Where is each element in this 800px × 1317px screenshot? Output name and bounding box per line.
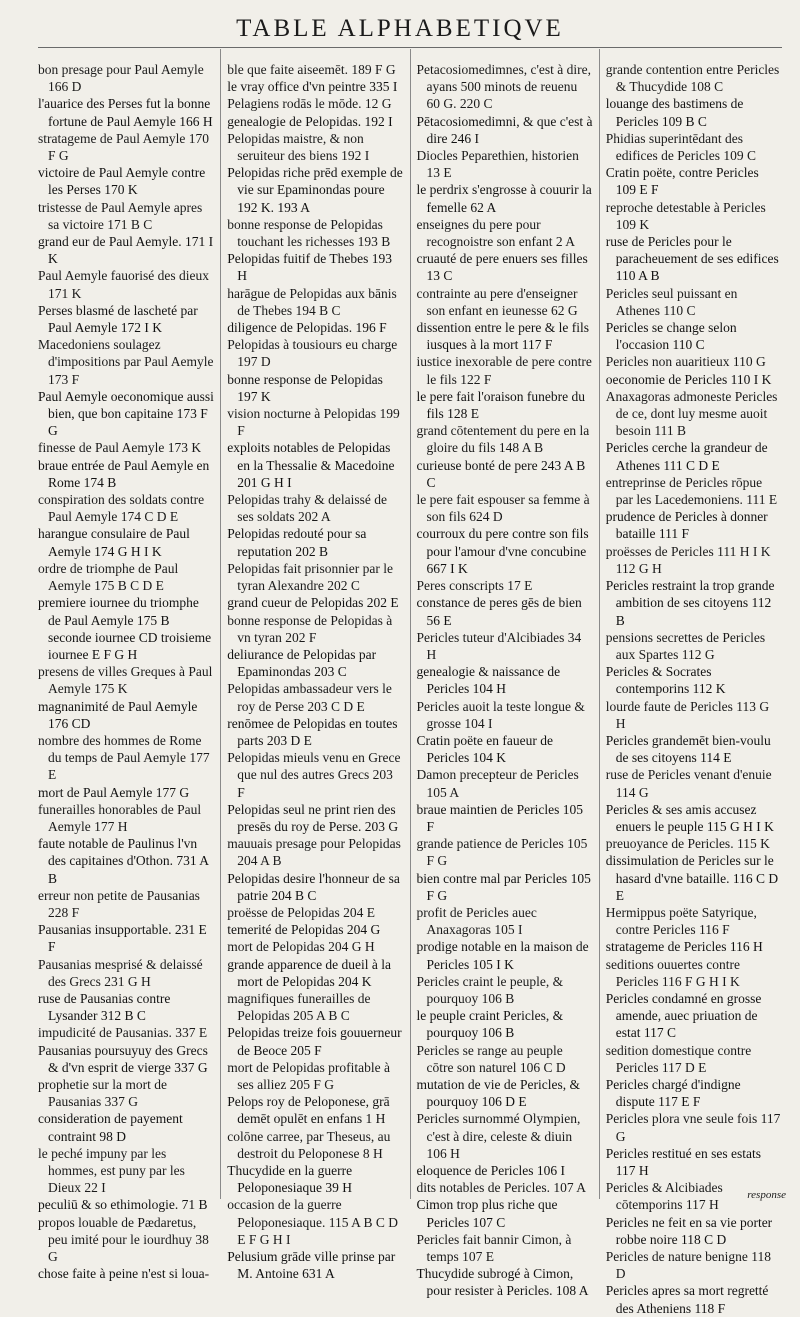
index-entry: stratageme de Paul Aemyle 170 F G (38, 130, 209, 164)
index-entry: ble que faite aiseemēt. 189 F G (227, 62, 396, 77)
index-entry: grande apparence de dueil à la mort de Pelopidas 204 K (227, 956, 392, 989)
index-entry: Pericles auoit la teste longue & grosse 104 I (416, 698, 585, 731)
index-entry: Pelopidas mieuls venu en Grece que nul des autres Grecs 203 F (227, 750, 401, 800)
index-entry: grande patience de Pericles 105 F G (416, 836, 588, 869)
index-entry: prudence de Pericles à donner bataille 111 F (605, 509, 768, 542)
index-entry: impudicité de Pausanias. 337 E (38, 1025, 208, 1041)
index-entry: Phidias superintēdant des edifices de Pericles 109 C (605, 130, 756, 164)
index-entry: Pericles apres sa mort regretté des Atheniens 118 F (605, 1283, 769, 1316)
index-entry: harāgue de Pelopidas aux bānis de Thebes 194 B C (227, 285, 397, 318)
index-entry: temerité de Pelopidas 204 G (227, 922, 381, 938)
index-entry: oeconomie de Pericles 110 I K (605, 371, 772, 387)
index-entry: contrainte au pere d'enseigner son enfant en ieunesse 62 G (416, 285, 578, 318)
index-entry: prodige notable en la maison de Pericles 105 I K (416, 939, 589, 972)
index-entry: proësse de Pelopidas 204 E (227, 904, 375, 920)
index-entry: Thucydide en la guerre Peloponesiaque 39 H (227, 1163, 353, 1196)
index-entry: renōmee de Pelopidas en toutes parts 203 D E (227, 715, 398, 748)
index-entry: harangue consulaire de Paul Aemyle 174 G H I K (38, 526, 190, 559)
header-rule (38, 47, 782, 48)
index-entry: Pericles restitué en ses estats 117 H (605, 1145, 761, 1178)
index-entry: bonne response de Pelopidas touchant les richesses 193 B (227, 216, 391, 250)
index-entry: Pelopidas desire l'honneur de sa patrie 204 B C (227, 870, 400, 903)
index-entry: enseignes du pere pour recognoistre son enfant 2 A (416, 216, 575, 250)
index-entry: presens de villes Greques à Paul Aemyle 175 K (38, 664, 213, 697)
index-entry: dissimulation de Pericles sur le hasard d'vne bataille. 116 C D E (605, 853, 779, 903)
index-entry: mauuais presage pour Pelopidas 204 A B (227, 836, 401, 869)
index-entry: courroux du pere contre son fils pour l'amour d'vne concubine 667 I K (416, 526, 589, 576)
index-entry: grand eur de Paul Aemyle. 171 I K (38, 234, 214, 267)
index-entry: bon presage pour Paul Aemyle 166 D (38, 62, 204, 95)
index-entry: colōne carree, par Theseus, au destroit du Peloponese 8 H (227, 1128, 391, 1161)
index-entry: victoire de Paul Aemyle contre les Perses 170 K (38, 165, 206, 198)
index-entry: Pericles ne feit en sa vie porter robbe noire 118 C D (605, 1214, 773, 1247)
index-entry: premiere iournee du triomphe de Paul Aemyle 175 B seconde iournee CD troisieme iournee E F G H (38, 595, 212, 662)
index-entry: genealogie de Pelopidas. 192 I (227, 113, 393, 129)
index-entry: le vray office d'vn peintre 335 I (227, 79, 398, 95)
index-entry: Pelopidas maistre, & non seruiteur des biens 192 I (227, 130, 370, 164)
index-entry: Pericles craint le peuple, & pourquoy 106 B (416, 973, 564, 1006)
index-entry: Pericles chargé d'indigne dispute 117 E F (605, 1076, 741, 1110)
index-entry: deliurance de Pelopidas par Epaminondas 203 C (227, 646, 377, 680)
index-entry: curieuse bonté de pere 243 A B C (416, 457, 586, 490)
index-entry: nombre des hommes de Rome du temps de Paul Aemyle 177 E (38, 732, 210, 783)
index-entry: ruse de Pausanias contre Lysander 312 B C (38, 990, 171, 1024)
index-entry: mort de Paul Aemyle 177 G (38, 784, 190, 800)
index-entry: magnifiques funerailles de Pelopidas 205 A B C (227, 990, 371, 1024)
index-entry: Pelopidas riche prēd exemple de vie sur Epaminondas poure 192 K. 193 A (227, 165, 403, 215)
index-entry: Hermippus poëte Satyrique, contre Pericles 116 F (605, 904, 757, 938)
index-entry: reproche detestable à Pericles 109 K (605, 199, 766, 232)
index-entry: Pericles cerche la grandeur de Athenes 111 C D E (605, 440, 768, 473)
index-entry: Pericles grandemēt bien-voulu de ses citoyens 114 E (605, 732, 771, 766)
index-entry: sedition domestique contre Pericles 117 D E (605, 1042, 752, 1075)
index-entry: mutation de vie de Pericles, & pourquoy 106 D E (416, 1076, 580, 1110)
running-header: TABLE ALPHABETIQVE (236, 15, 564, 42)
catchword: response (747, 1189, 786, 1201)
index-entry: Diocles Peparethien, historien 13 E (416, 148, 579, 181)
index-column-3 (410, 49, 599, 1299)
index-entry: Pelopidas à tousiours eu charge 197 D (227, 337, 398, 370)
index-entry: Pericles condamné en grosse amende, auec priuation de estat 117 C (605, 990, 762, 1041)
index-entry: Petacosiomedimnes, c'est à dire, ayans 500 minots de reuenu 60 G. 220 C (416, 62, 592, 112)
index-entry: braue entrée de Paul Aemyle en Rome 174 B (38, 457, 210, 490)
index-entry: le pere fait l'oraison funebre du fils 128 E (416, 388, 585, 422)
index-entry: Anaxagoras admoneste Pericles de ce, dont luy mesme auoit besoin 111 B (605, 388, 778, 439)
index-entry: Pericles tuteur d'Alcibiades 34 H (416, 629, 582, 662)
index-entry: Perses blasmé de lascheté par Paul Aemyle 172 I K (38, 302, 198, 336)
index-column-2 (220, 49, 409, 1282)
index-entry: dits notables de Pericles. 107 A (416, 1180, 586, 1196)
index-entry: le pere fait espouser sa femme à son fils 624 D (416, 492, 590, 525)
index-entry: vision nocturne à Pelopidas 199 F (227, 406, 400, 439)
index-entry: occasion de la guerre Peloponesiaque. 115 A B C D E F G H I (227, 1197, 398, 1247)
index-entry: Damon precepteur de Pericles 105 A (416, 767, 579, 800)
index-entry: Pelopidas treize fois gouuerneur de Beoce 205 F (227, 1025, 402, 1058)
index-entry: lourde faute de Pericles 113 G H (605, 698, 770, 731)
index-entry: Pausanias poursuyuy des Grecs & d'vn esprit de vierge 337 G (38, 1042, 208, 1075)
index-entry: Pelopidas seul ne print rien des presēs du roy de Perse. 203 G (227, 801, 399, 834)
index-entry: dissention entre le pere & le fils iusques à la mort 117 F (416, 320, 589, 353)
index-entry: ruse de Pericles venant d'enuie 114 G (605, 767, 772, 800)
index-entry: cruauté de pere enuers ses filles 13 C (416, 251, 588, 284)
index-entry: mort de Pelopidas 204 G H (227, 939, 375, 955)
index-entry: Pelagiens rodās le mōde. 12 G (227, 96, 392, 112)
index-entry: louange des bastimens de Pericles 109 B C (605, 96, 744, 129)
index-entry: Pericles se change selon l'occasion 110 C (605, 320, 737, 353)
index-entry: preuoyance de Pericles. 115 K (605, 836, 770, 852)
index-entry: erreur non petite de Pausanias 228 F (38, 887, 200, 920)
index-entry: le peuple craint Pericles, & pourquoy 106 B (416, 1008, 564, 1041)
index-entry: braue maintien de Pericles 105 F (416, 801, 583, 834)
index-entry: Pericles & ses amis accusez enuers le peuple 115 G H I K (605, 801, 774, 834)
index-entry: bonne response de Pelopidas à vn tyran 202 F (227, 612, 393, 645)
index-entry: stratageme de Pericles 116 H (605, 939, 763, 955)
index-entry: mort de Pelopidas profitable à ses alliez 205 F G (227, 1059, 390, 1092)
index-entry: l'auarice des Perses fut la bonne fortune de Paul Aemyle 166 H (38, 96, 213, 129)
index-columns (38, 49, 788, 1316)
index-entry: faute notable de Paulinus l'vn des capitaines d'Othon. 731 A B (38, 836, 209, 886)
index-entry: Cratin poëte en faueur de Pericles 104 K (416, 732, 553, 766)
index-entry: constance de peres gēs de bien 56 E (416, 595, 582, 628)
index-entry: Pericles fait bannir Cimon, à temps 107 E (416, 1231, 572, 1265)
index-entry: Pericles & Socrates contemporins 112 K (605, 664, 726, 697)
index-entry: Cratin poëte, contre Pericles 109 E F (605, 165, 759, 198)
index-entry: Peres conscripts 17 E (416, 578, 533, 594)
index-entry: diligence de Pelopidas. 196 F (227, 320, 387, 336)
index-entry: propos louable de Pædaretus, peu imité pour le iourdhuy 38 G (38, 1214, 209, 1265)
index-entry: eloquence de Pericles 106 I (416, 1163, 565, 1178)
index-entry: magnanimité de Paul Aemyle 176 CD (38, 698, 198, 731)
index-entry: profit de Pericles auec Anaxagoras 105 I (416, 904, 537, 938)
index-entry: Paul Aemyle fauorisé des dieux 171 K (38, 268, 209, 301)
index-entry: Paul Aemyle oeconomique aussi bien, que bon capitaine 173 F G (38, 388, 214, 439)
index-entry: bonne response de Pelopidas 197 K (227, 371, 383, 404)
index-column-4 (599, 49, 788, 1316)
index-entry: Pelusium grāde ville prinse par M. Antoine 631 A (227, 1249, 396, 1282)
index-entry: seditions ouuertes contre Pericles 116 F G H I K (605, 956, 740, 989)
index-entry: ordre de triomphe de Paul Aemyle 175 B C D E (38, 560, 179, 594)
index-entry: Pelopidas ambassadeur vers le roy de Perse 203 C D E (227, 681, 392, 714)
index-entry: Pericles non auaritieux 110 G (605, 354, 766, 370)
index-entry: iustice inexorable de pere contre le fils 122 F (416, 354, 592, 387)
index-entry: bien contre mal par Pericles 105 F G (416, 870, 591, 903)
index-entry: finesse de Paul Aemyle 173 K (38, 440, 202, 456)
index-entry: grand cueur de Pelopidas 202 E (227, 595, 399, 611)
index-column-1 (38, 49, 220, 1282)
index-entry: Pelops roy de Peloponese, grā demēt opulēt en enfans 1 H (227, 1094, 390, 1127)
index-entry: prophetie sur la mort de Pausanias 337 G (38, 1076, 167, 1110)
index-entry: conspiration des soldats contre Paul Aemyle 174 C D E (38, 492, 205, 525)
index-entry: Pelopidas fuitif de Thebes 193 H (227, 251, 392, 284)
index-entry: Pericles de nature benigne 118 D (605, 1249, 771, 1282)
index-entry: peculiū & so ethimologie. 71 B (38, 1197, 208, 1213)
index-entry: Pelopidas trahy & delaissé de ses soldats 202 A (227, 492, 387, 525)
index-entry: Macedoniens soulagez d'impositions par Paul Aemyle 173 F (38, 337, 214, 387)
index-entry: Pausanias insupportable. 231 E F (38, 922, 207, 955)
index-entry: Pētacosiomedimni, & que c'est à dire 246 I (416, 113, 593, 146)
index-entry: funerailles honorables de Paul Aemyle 177 H (38, 801, 202, 834)
index-entry: Pericles restraint la trop grande ambition de ses citoyens 112 B (605, 578, 775, 628)
index-entry: proësses de Pericles 111 H I K 112 G H (605, 543, 771, 576)
index-entry: pensions secrettes de Pericles aux Spartes 112 G (605, 629, 766, 662)
index-entry: tristesse de Paul Aemyle apres sa victoire 171 B C (38, 199, 203, 232)
index-entry: grande contention entre Pericles & Thucydide 108 C (605, 62, 780, 95)
index-entry: ruse de Pericles pour le paracheuement de ses edifices 110 A B (605, 234, 779, 284)
index-entry: le peché impuny par les hommes, est puny par les Dieux 22 I (38, 1145, 185, 1196)
index-entry: Pericles surnommé Olympien, c'est à dire, celeste & diuin 106 H (416, 1111, 581, 1161)
index-entry: Pausanias mesprisé & delaissé des Grecs 231 G H (38, 956, 203, 989)
index-entry: Pericles plora vne seule fois 117 G (605, 1111, 781, 1144)
index-entry: Cimon trop plus riche que Pericles 107 C (416, 1197, 558, 1230)
index-entry: grand cōtentement du pere en la gloire du fils 148 A B (416, 423, 590, 456)
index-entry: Pelopidas redouté pour sa reputation 202 B (227, 526, 367, 559)
index-entry: Pericles se range au peuple cōtre son naturel 106 C D (416, 1042, 566, 1075)
index-entry: Pericles & Alcibiades cōtemporins 117 H (605, 1180, 723, 1213)
index-entry: Pelopidas fait prisonnier par le tyran Alexandre 202 C (227, 560, 393, 594)
index-entry: Pericles seul puissant en Athenes 110 C (605, 285, 738, 318)
index-entry: le perdrix s'engrosse à couurir la femelle 62 A (416, 182, 592, 215)
index-entry: Thucydide subrogé à Cimon, pour resister à Pericles. 108 A (416, 1266, 589, 1299)
index-entry: genealogie & naissance de Pericles 104 H (416, 664, 561, 697)
index-entry: exploits notables de Pelopidas en la Thessalie & Macedoine 201 G H I (227, 440, 395, 490)
index-entry: consideration de payement contraint 98 D (38, 1111, 183, 1144)
index-entry: entreprinse de Pericles rōpue par les Lacedemoniens. 111 E (605, 474, 778, 508)
index-entry: chose faite à peine n'est si loua- (38, 1266, 210, 1282)
